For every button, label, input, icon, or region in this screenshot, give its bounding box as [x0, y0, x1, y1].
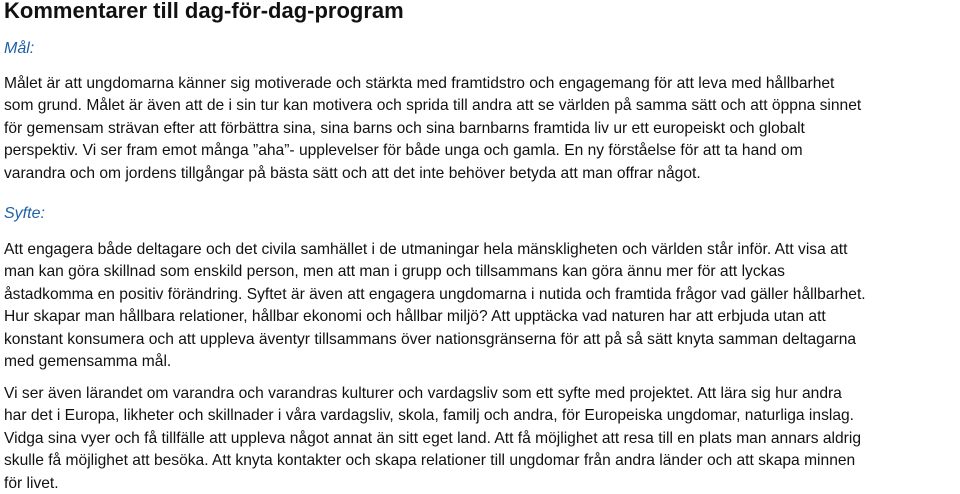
section-heading-syfte: Syfte: [4, 205, 45, 222]
section-heading-mal: Mål: [4, 40, 35, 57]
paragraph-syfte-1: Att engagera både deltagare och det civila samhället i de utmaningar hela mänskligheten och världen står inför. Att visa att man kan göra skillnad som enskild person, men att man i grupp och tillsammans kan göra ännu mer för att lyckas åstadkomma en positiv förändring. Syftet är även att engagera ungdomarna i nutida och framtida frågor vad gäller hållbarhet. Hur skapar man hållbara relationer, hållbar ekonomi och hållbar miljö? Att upptäcka vad naturen har att erbjuda utan att konstant konsumera och att uppleva äventyr tillsammans över nationsgränserna för att på så sätt knyta samman deltagarna med gemensamma mål. [4, 241, 866, 371]
paragraph-syfte-2: Vi ser även lärandet om varandra och varandras kulturer och vardagsliv som ett syfte med projektet. Att lära sig hur andra har det i Europa, likheter och skillnader i våra vardagsliv, skola, familj och andra, för Europeiska ungdomar, naturliga inslag. Vidga sina vyer och få tillfälle att uppleva något annat än sitt eget land. Att få möjlighet att resa till en plats man annars aldrig skulle få möjlighet att besöka. Att knyta kontakter och skapa relationer till ungdomar från andra länder och att skapa minnen för livet. [4, 385, 862, 492]
page-title: Kommentarer till dag-för-dag-program [4, 0, 404, 23]
paragraph-mal: Målet är att ungdomarna känner sig motiverade och stärkta med framtidstro och engagemang för att leva med hållbarhet som grund. Målet är även att de i sin tur kan motivera och sprida till andra att se världen på samma sätt och att öppna sinnet för gemensam strävan efter att förbättra sina, sina barns och sina barnbarns framtida liv ur ett europeiskt och globalt perspektiv. Vi ser fram emot många ”aha”- upplevelser för både unga och gamla. En ny förståelse för att ta hand om varandra och om jordens tillgångar på bästa sätt och att det inte behöver betyda att man offrar något. [4, 75, 862, 182]
